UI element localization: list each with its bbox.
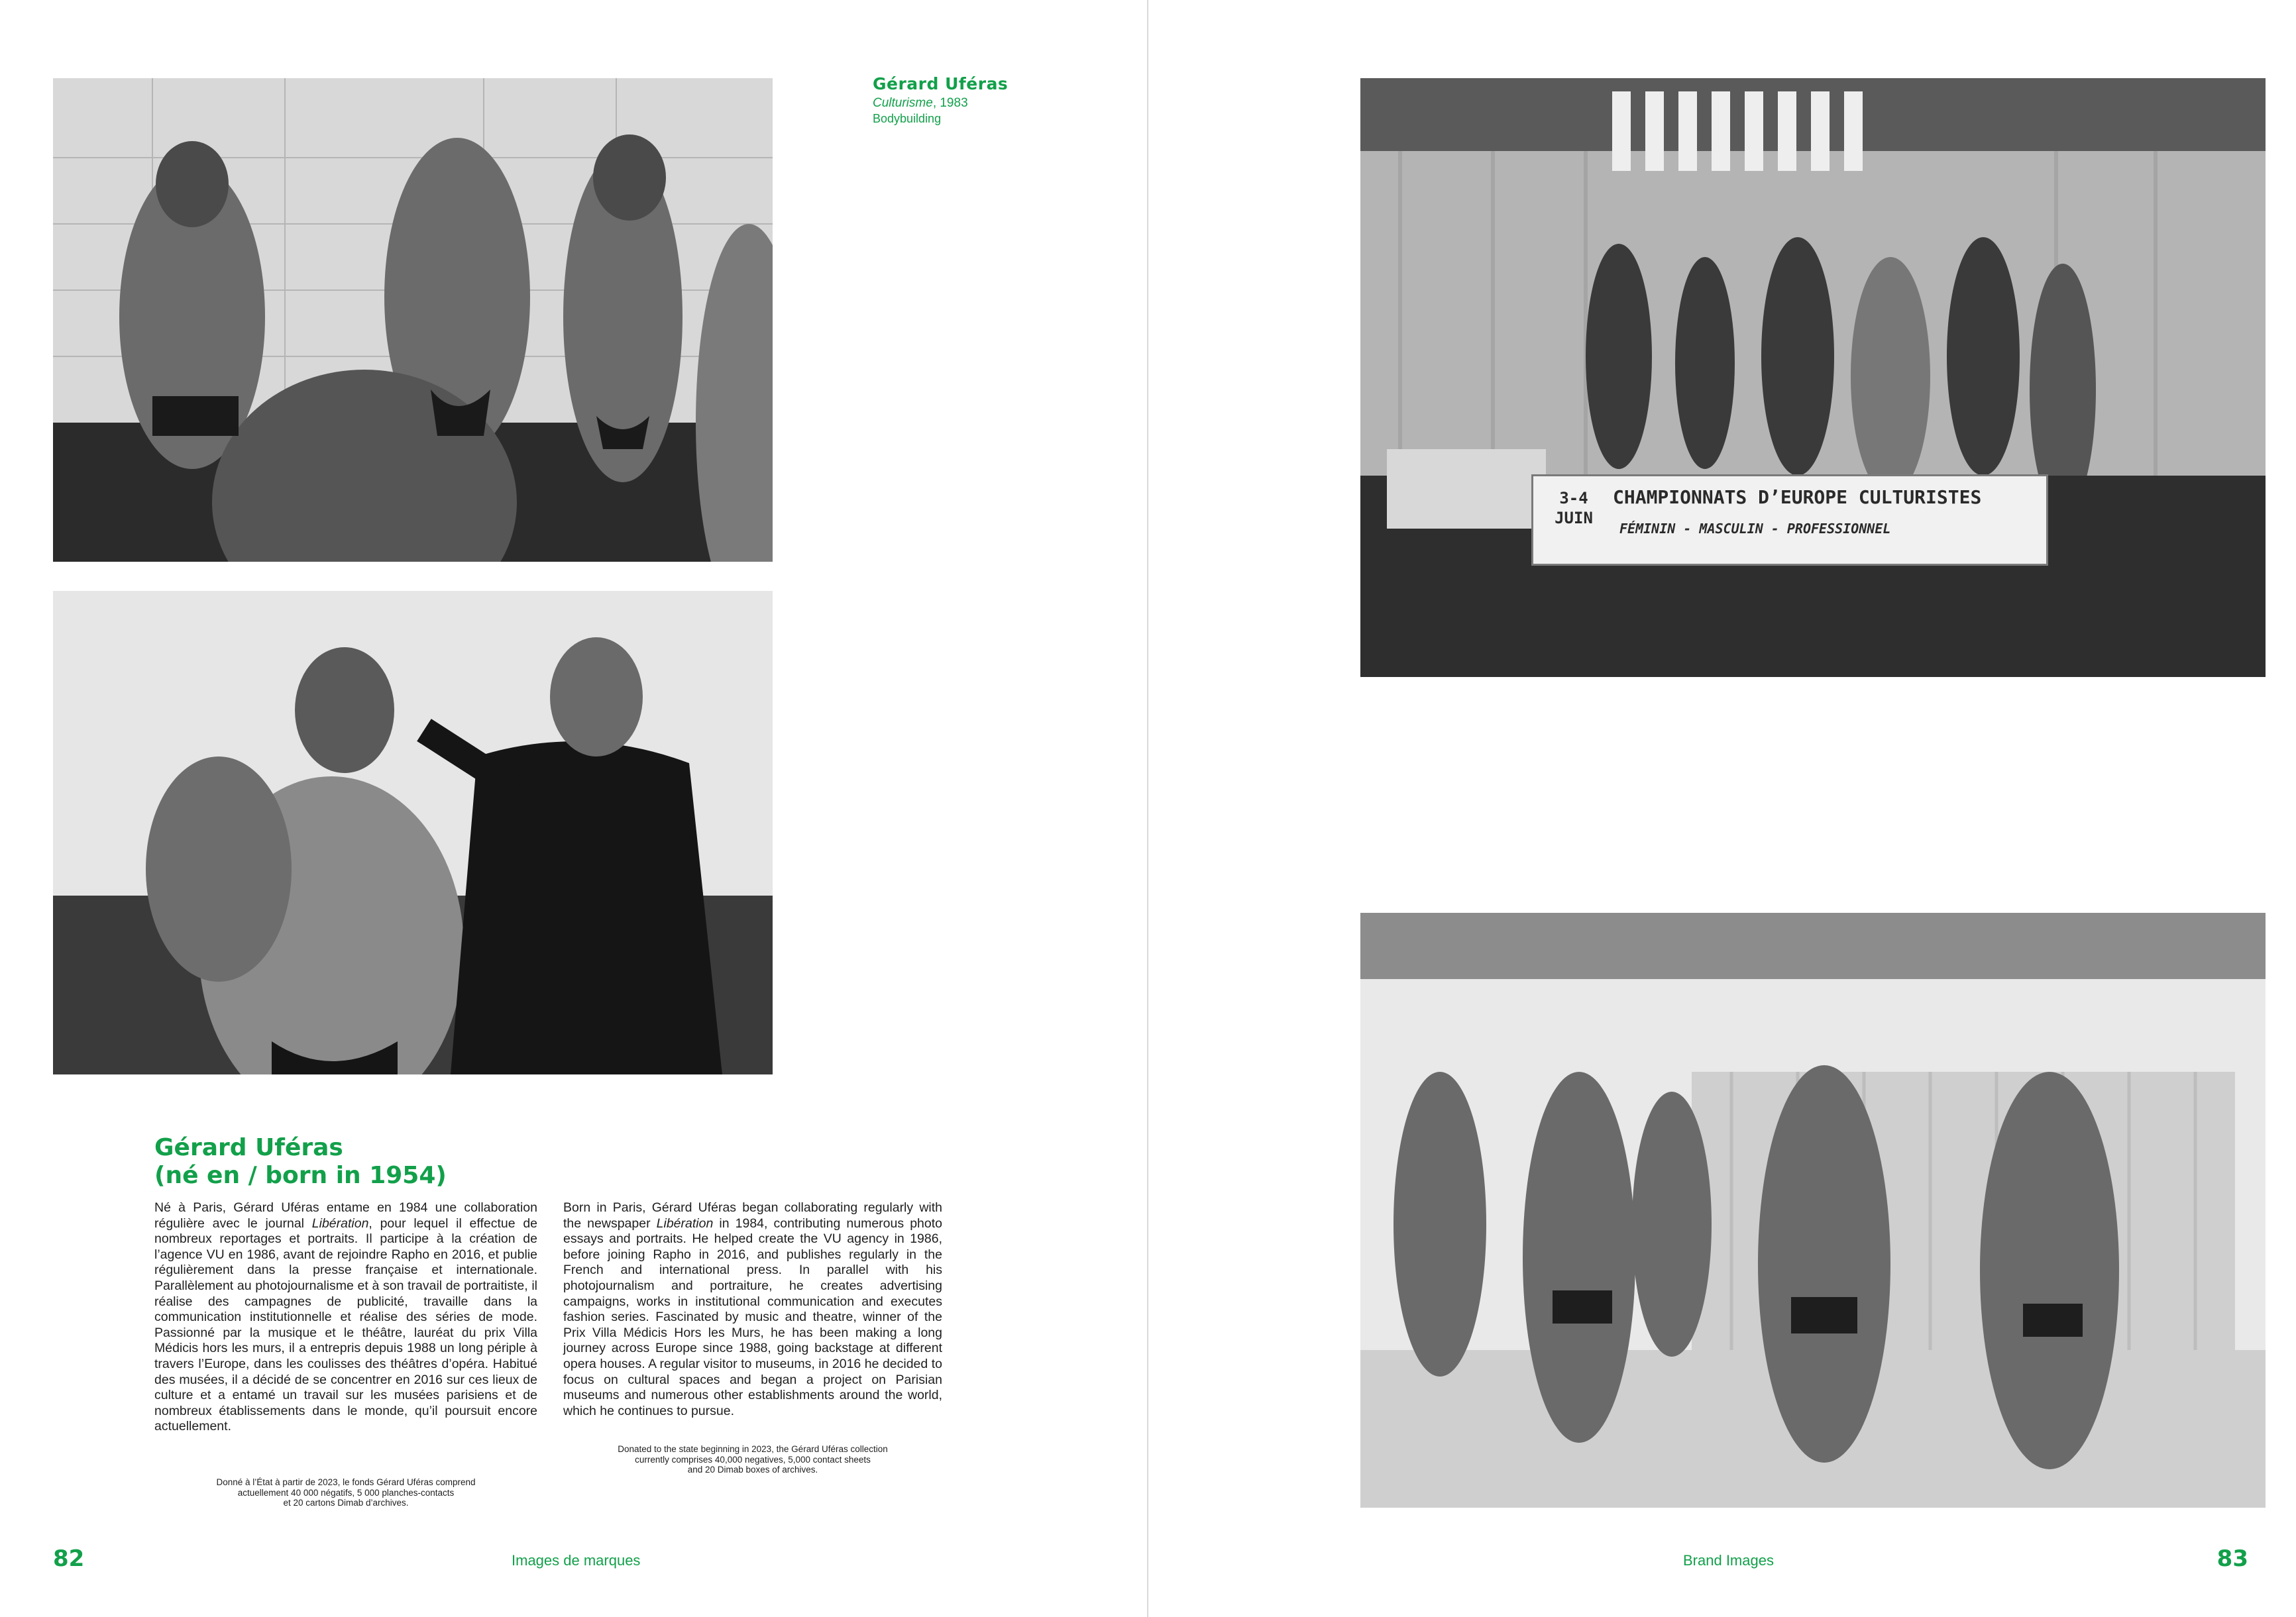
archive-note-french (154, 1477, 537, 1508)
caption-title-italic: Culturisme (873, 96, 933, 110)
photo-shower (53, 78, 773, 562)
bio-fr-part-2: , pour lequel il effectue de nombreux reportages et portraits. Il participe à la création de l’agence VU en 1986, avant de rejoindre Rapho en 2016, et publie régulièrement dans la presse française et internationale. Parallèlement au photojournalisme et à son travail de portraitiste, il réalise des campagnes de publicité, travaille dans la communication institutionnelle et réalise des séries de mode. Passionné par la musique et le théâtre, lauréat du prix Villa Médicis hors les murs, il a entrepris depuis 1988 un long périple à travers l’Europe, dans les coulisses des théâtres d’opéra. Habitué des musées, il a décidé de se concentrer en 2016 sur ces lieux de culture et a entamé un travail sur les musées parisiens et de nombreux établissements dans le monde, qu’il poursuit encore actuellement. (154, 1216, 538, 1434)
championship-banner (1531, 474, 2048, 566)
running-title-right: Brand Images (1683, 1552, 1774, 1569)
bio-heading (154, 1134, 565, 1190)
bio-en-part-2: in 1984, contributing numerous photo essays and portraits. He helped create the VU agency in 1986, before joining Rapho in 2016, and publishes regularly in the French and international press. In parallel with his photojournalism and portraiture, he creates advertising campaigns, works in institutional communication and executes fashion series. Fascinated by music and theatre, winner of the Prix Villa Médicis Hors les Murs, he has been making a long journey across Europe since 1988, going backstage at different opera houses. A regular visitor to museums, in 2016 he decided to focus on cultural spaces and began a project on Parisian museums and numerous other establishments around the world, which he continues to pursue. (563, 1216, 942, 1418)
archive-note-fr-line-3: et 20 cartons Dimab d’archives. (283, 1498, 409, 1508)
page-number-right: 83 (2216, 1545, 2248, 1572)
photo-backstage (53, 591, 773, 1074)
stage-photo-image (1360, 78, 2266, 677)
archive-note-en-line-1: Donated to the state beginning in 2023, the Gérard Uféras collection (618, 1444, 888, 1454)
archive-note-fr-line-2: actuellement 40 000 négatifs, 5 000 planches-contacts (237, 1487, 455, 1498)
bio-heading-name: Gérard Uféras (154, 1134, 343, 1161)
caption-subtitle: Bodybuilding (873, 112, 942, 125)
photo-stage (1360, 78, 2266, 677)
photo-caption (873, 74, 1124, 126)
bio-text-french (154, 1200, 537, 1435)
backstage-photo-image (53, 591, 773, 1074)
banner-date (1544, 488, 1604, 528)
archive-note-fr-line-1: Donné à l’État à partir de 2023, le fonds Gérard Uféras comprend (216, 1477, 476, 1487)
caption-title-year: , 1983 (932, 96, 968, 110)
banner-title: CHAMPIONNATS D’EUROPE CULTURISTES (1613, 486, 1982, 508)
shower-photo-image (53, 78, 773, 562)
archive-note-english (563, 1444, 942, 1475)
bio-fr-part-1: Né à Paris, Gérard Uféras entame en 1984 une collaboration régulière avec le journal (154, 1200, 537, 1231)
page-number-left: 82 (53, 1545, 85, 1572)
archive-note-en-line-2: currently comprises 40,000 negatives, 5,000 contact sheets (635, 1454, 871, 1465)
caption-title (873, 96, 1124, 111)
bio-en-journal: Libération (656, 1216, 714, 1231)
right-page (1148, 0, 2296, 1617)
banner-date-month: JUIN (1555, 509, 1593, 527)
running-title-left: Images de marques (512, 1552, 641, 1569)
banner-date-days: 3-4 (1559, 489, 1588, 507)
bio-en-part-1: Born in Paris, Gérard Uféras began collaborating regularly with the newspaper (563, 1200, 942, 1231)
bio-text-english (563, 1200, 942, 1419)
archive-note-en-line-3: and 20 Dimab boxes of archives. (687, 1465, 818, 1475)
bio-heading-dates: (né en / born in 1954) (154, 1162, 447, 1189)
bio-fr-journal: Libération (311, 1216, 369, 1231)
photo-posing (1360, 913, 2266, 1508)
posing-photo-image (1360, 913, 2266, 1508)
caption-photographer: Gérard Uféras (873, 74, 1009, 93)
banner-subtitle: FÉMININ - MASCULIN - PROFESSIONNEL (1619, 521, 1891, 537)
